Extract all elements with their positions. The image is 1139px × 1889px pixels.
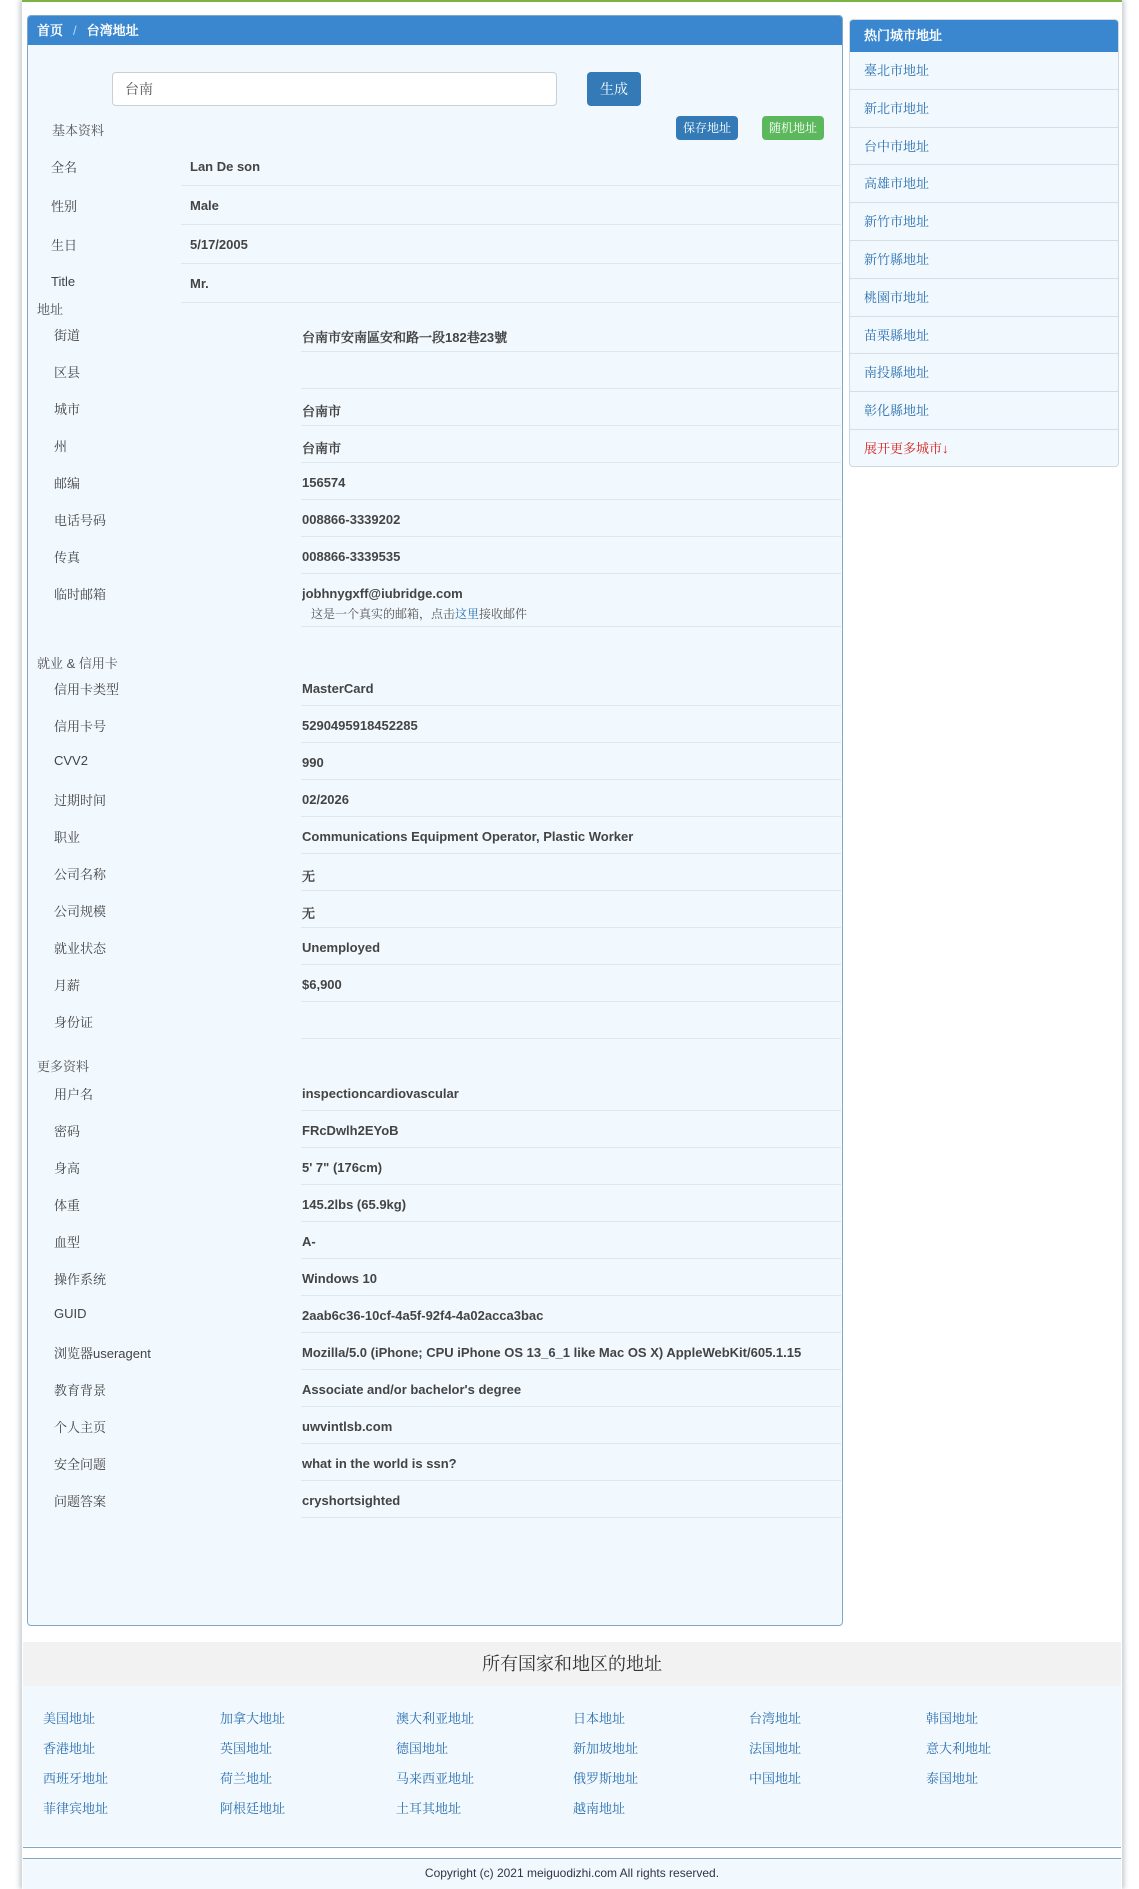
country-address-link[interactable]: 阿根廷地址 xyxy=(220,1801,286,1816)
info-row xyxy=(28,189,843,228)
popular-cities-sidebar xyxy=(849,19,1119,467)
row-divider xyxy=(301,1443,841,1444)
page-container xyxy=(22,0,1122,1889)
email-note-text: 接收邮件 xyxy=(479,607,528,621)
field-value[interactable]: 无 xyxy=(302,906,316,921)
field-value[interactable]: 2aab6c36-10cf-4a5f-92f4-4a02acca3bac xyxy=(302,1308,544,1323)
sidebar-city-link[interactable]: 桃園市地址 xyxy=(850,279,1118,317)
info-row xyxy=(28,1336,843,1373)
row-divider xyxy=(301,927,841,928)
sidebar-title: 热门城市地址 xyxy=(850,20,1118,52)
sidebar-city-link[interactable]: 台中市地址 xyxy=(850,128,1118,166)
field-label: 月薪 xyxy=(54,978,81,993)
row-divider xyxy=(301,1517,841,1518)
country-address-link[interactable]: 越南地址 xyxy=(573,1801,626,1816)
section-title-basic: 基本资料 xyxy=(52,123,105,138)
field-value[interactable]: 156574 xyxy=(302,475,346,490)
row-divider xyxy=(301,890,841,891)
info-row xyxy=(28,746,843,783)
info-row xyxy=(28,931,843,968)
field-label: GUID xyxy=(54,1306,87,1321)
field-value[interactable]: cryshortsighted xyxy=(302,1493,401,1508)
field-label: 城市 xyxy=(54,402,81,417)
info-row xyxy=(28,1225,843,1262)
field-value[interactable]: 5/17/2005 xyxy=(190,237,248,252)
row-divider xyxy=(301,1147,841,1148)
info-row xyxy=(28,540,843,577)
row-divider xyxy=(301,742,841,743)
sidebar-city-link[interactable]: 新北市地址 xyxy=(850,90,1118,128)
info-row xyxy=(28,857,843,894)
field-label: 个人主页 xyxy=(54,1420,107,1435)
row-divider xyxy=(181,185,841,186)
country-address-link[interactable]: 新加坡地址 xyxy=(573,1741,639,1756)
info-row xyxy=(28,1114,843,1151)
footer-divider xyxy=(23,1847,1121,1848)
info-row xyxy=(28,1299,843,1336)
row-divider xyxy=(301,388,841,389)
field-value[interactable]: 台南市 xyxy=(302,441,342,456)
field-label: 性别 xyxy=(51,199,78,214)
row-divider xyxy=(301,853,841,854)
info-row xyxy=(28,968,843,1005)
field-value[interactable]: 台南市安南區安和路一段182巷23號 xyxy=(302,330,508,345)
field-label: 州 xyxy=(54,439,68,454)
sidebar-city-link[interactable]: 高雄市地址 xyxy=(850,165,1118,203)
sidebar-city-link[interactable]: 彰化縣地址 xyxy=(850,392,1118,430)
country-address-link[interactable]: 加拿大地址 xyxy=(220,1711,286,1726)
info-row xyxy=(28,672,843,709)
section-title-employment: 就业 & 信用卡 xyxy=(37,656,118,671)
field-value[interactable]: uwvintlsb.com xyxy=(302,1419,393,1434)
field-label: 身高 xyxy=(54,1161,81,1176)
field-value[interactable]: 无 xyxy=(302,869,316,884)
field-label: 身份证 xyxy=(54,1015,94,1030)
copyright-text: Copyright (c) 2021 meiguodizhi.com All rights reserved. xyxy=(23,1859,1121,1889)
field-value[interactable]: MasterCard xyxy=(302,681,374,696)
country-address-link[interactable]: 韩国地址 xyxy=(926,1711,979,1726)
info-row xyxy=(28,318,843,355)
field-label: 临时邮箱 xyxy=(54,587,107,602)
field-label: 职业 xyxy=(54,830,81,845)
info-row xyxy=(28,783,843,820)
country-address-link[interactable]: 荷兰地址 xyxy=(220,1771,273,1786)
field-label: 街道 xyxy=(54,328,81,343)
info-row xyxy=(28,429,843,466)
field-label: 公司规模 xyxy=(54,904,107,919)
receive-mail-link[interactable]: 这里 xyxy=(455,607,480,621)
field-label: 教育背景 xyxy=(54,1383,107,1398)
row-divider xyxy=(301,1221,841,1222)
country-address-link[interactable]: 意大利地址 xyxy=(926,1741,992,1756)
field-label: 生日 xyxy=(51,238,78,253)
country-address-link[interactable]: 泰国地址 xyxy=(926,1771,979,1786)
footer-title: 所有国家和地区的地址 xyxy=(23,1642,1121,1686)
row-divider xyxy=(301,462,841,463)
breadcrumb-separator: / xyxy=(73,23,77,38)
row-divider xyxy=(301,1406,841,1407)
field-label: 公司名称 xyxy=(54,867,107,882)
row-divider xyxy=(301,964,841,965)
field-label: 密码 xyxy=(54,1124,81,1139)
info-row xyxy=(28,392,843,429)
field-value[interactable]: 008866-3339202 xyxy=(302,512,401,527)
field-value[interactable]: Male xyxy=(190,198,219,213)
sidebar-city-link[interactable]: 臺北市地址 xyxy=(850,52,1118,90)
country-address-link[interactable]: 土耳其地址 xyxy=(396,1801,462,1816)
field-value[interactable]: 5' 7" (176cm) xyxy=(302,1160,383,1175)
row-divider xyxy=(301,1001,841,1002)
row-divider xyxy=(301,1110,841,1111)
info-row xyxy=(28,1005,843,1042)
info-row xyxy=(28,1077,843,1114)
breadcrumb xyxy=(28,16,842,45)
save-address-button[interactable]: 保存地址 xyxy=(676,116,738,140)
field-value[interactable]: 990 xyxy=(302,755,324,770)
country-address-link[interactable]: 菲律宾地址 xyxy=(43,1801,109,1816)
city-search-input[interactable] xyxy=(112,72,557,106)
field-value[interactable]: Communications Equipment Operator, Plastic Worker xyxy=(302,829,634,844)
info-row xyxy=(28,1151,843,1188)
row-divider xyxy=(301,705,841,706)
field-value[interactable]: 145.2lbs (65.9kg) xyxy=(302,1197,407,1212)
info-row xyxy=(28,1410,843,1447)
country-address-link[interactable]: 英国地址 xyxy=(220,1741,273,1756)
info-row xyxy=(28,709,843,746)
field-value[interactable]: 008866-3339535 xyxy=(302,549,401,564)
country-address-link[interactable]: 西班牙地址 xyxy=(43,1771,109,1786)
country-address-link[interactable]: 日本地址 xyxy=(573,1711,626,1726)
field-value[interactable]: Associate and/or bachelor's degree xyxy=(302,1382,522,1397)
row-divider xyxy=(301,536,841,537)
country-address-link[interactable]: 俄罗斯地址 xyxy=(573,1771,639,1786)
field-value[interactable]: Mozilla/5.0 (iPhone; CPU iPhone OS 13_6_1 like Mac OS X) AppleWebKit/605.1.15 xyxy=(302,1345,802,1360)
field-value[interactable]: 5290495918452285 xyxy=(302,718,418,733)
random-address-button[interactable]: 随机地址 xyxy=(762,116,824,140)
row-divider xyxy=(301,1038,841,1039)
field-label: 信用卡号 xyxy=(54,719,107,734)
sidebar-city-link[interactable]: 苗栗縣地址 xyxy=(850,317,1118,355)
field-value[interactable]: $6,900 xyxy=(302,977,342,992)
row-divider xyxy=(301,779,841,780)
expand-more-cities-link[interactable]: 展开更多城市↓ xyxy=(864,440,949,456)
field-label: 问题答案 xyxy=(54,1494,107,1509)
breadcrumb-current: 台湾地址 xyxy=(86,23,139,38)
row-divider xyxy=(301,425,841,426)
field-value[interactable]: jobhnygxff@iubridge.com xyxy=(302,586,463,601)
country-address-link[interactable]: 马来西亚地址 xyxy=(396,1771,475,1786)
country-address-link[interactable]: 香港地址 xyxy=(43,1741,96,1756)
country-address-link[interactable]: 美国地址 xyxy=(43,1711,96,1726)
info-row xyxy=(28,150,843,189)
field-value[interactable]: Windows 10 xyxy=(302,1271,378,1286)
field-label: 血型 xyxy=(54,1235,81,1250)
row-divider xyxy=(301,1332,841,1333)
field-label: 信用卡类型 xyxy=(54,682,120,697)
info-row xyxy=(28,1484,843,1521)
country-address-link[interactable]: 澳大利亚地址 xyxy=(396,1711,475,1726)
field-value[interactable]: 02/2026 xyxy=(302,792,349,807)
info-row xyxy=(28,228,843,267)
email-note xyxy=(311,605,527,622)
generate-button[interactable]: 生成 xyxy=(587,72,641,106)
row-divider xyxy=(181,263,841,264)
info-row xyxy=(28,820,843,857)
field-label: 就业状态 xyxy=(54,941,107,956)
field-label: 操作系统 xyxy=(54,1272,107,1287)
row-divider xyxy=(301,351,841,352)
info-row xyxy=(28,267,843,306)
sidebar-city-link[interactable]: 南投縣地址 xyxy=(850,354,1118,392)
info-row xyxy=(28,355,843,392)
field-label: 安全问题 xyxy=(54,1457,107,1472)
info-row xyxy=(28,1262,843,1299)
field-label: 邮编 xyxy=(54,476,81,491)
field-value[interactable]: what in the world is ssn? xyxy=(302,1456,457,1471)
sidebar-city-link[interactable]: 新竹縣地址 xyxy=(850,241,1118,279)
breadcrumb-home-link[interactable]: 首页 xyxy=(37,23,64,38)
info-row xyxy=(28,1447,843,1484)
info-row xyxy=(28,577,843,630)
row-divider xyxy=(301,499,841,500)
field-label: 电话号码 xyxy=(54,513,107,528)
field-value[interactable]: FRcDwlh2EYoB xyxy=(302,1123,399,1138)
sidebar-city-link[interactable]: 新竹市地址 xyxy=(850,203,1118,241)
field-label: Title xyxy=(51,274,76,289)
info-row xyxy=(28,466,843,503)
country-address-link[interactable]: 台湾地址 xyxy=(749,1711,802,1726)
field-value[interactable]: Mr. xyxy=(190,276,209,291)
country-links-grid xyxy=(23,1686,1121,1846)
info-row xyxy=(28,1188,843,1225)
row-divider xyxy=(301,1258,841,1259)
main-panel xyxy=(27,15,843,1626)
row-divider xyxy=(181,302,841,303)
email-note-text: 这是一个真实的邮箱，点击 xyxy=(311,607,456,621)
field-label: 浏览器useragent xyxy=(54,1346,151,1361)
country-address-link[interactable]: 法国地址 xyxy=(749,1741,802,1756)
field-label: 体重 xyxy=(54,1198,81,1213)
section-title-more: 更多资料 xyxy=(37,1059,90,1074)
country-address-link[interactable]: 中国地址 xyxy=(749,1771,802,1786)
row-divider xyxy=(301,573,841,574)
field-value[interactable]: inspectioncardiovascular xyxy=(302,1086,459,1101)
field-value[interactable]: A- xyxy=(302,1234,316,1249)
field-label: CVV2 xyxy=(54,753,88,768)
row-divider xyxy=(301,1184,841,1185)
row-divider xyxy=(301,626,841,627)
row-divider xyxy=(181,224,841,225)
field-label: 传真 xyxy=(54,550,81,565)
row-divider xyxy=(301,816,841,817)
field-label: 过期时间 xyxy=(54,793,107,808)
info-row xyxy=(28,1373,843,1410)
row-divider xyxy=(301,1480,841,1481)
info-row xyxy=(28,503,843,540)
country-address-link[interactable]: 德国地址 xyxy=(396,1741,449,1756)
section-title-address: 地址 xyxy=(37,302,64,317)
field-value[interactable]: Unemployed xyxy=(302,940,381,955)
field-label: 区县 xyxy=(54,365,81,380)
row-divider xyxy=(301,1369,841,1370)
field-label: 全名 xyxy=(51,160,78,175)
info-row xyxy=(28,894,843,931)
field-label: 用户名 xyxy=(54,1087,94,1102)
field-value[interactable]: 台南市 xyxy=(302,404,342,419)
row-divider xyxy=(301,1295,841,1296)
field-value[interactable]: Lan De son xyxy=(190,159,261,174)
